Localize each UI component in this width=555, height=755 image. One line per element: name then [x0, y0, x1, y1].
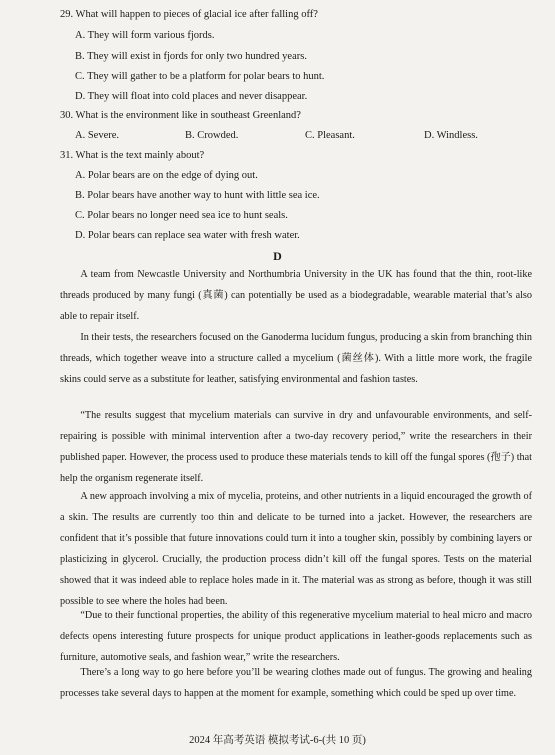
page-footer: 2024 年高考英语 模拟考试-6-(共 10 页) — [189, 735, 366, 746]
question-30-option-c[interactable]: C. Pleasant. — [305, 130, 355, 141]
question-31-option-c[interactable]: C. Polar bears no longer need sea ice to hunt seals. — [75, 210, 288, 221]
passage-paragraph-4: A new approach involving a mix of mycelia, proteins, and other nutrients in a liquid encouraged the growth of a skin. The results are currently too thin and delicate to be turned into a jacket. However, the researchers are confident that it’s possible that future innovations could turn it into a tougher skin, possibly by combining layers or plasticizing in glycerol. Crucially, the production process didn’t kill off the fungal spores. Tests on the material showed that it was indeed able to replace holes made in it. The material was as strong as before, though it was still possible to see where the holes had been. — [60, 491, 532, 607]
question-29-option-c[interactable]: C. They will gather to be a platform for polar bears to hunt. — [75, 71, 325, 82]
question-31-option-b[interactable]: B. Polar bears have another way to hunt with little sea ice. — [75, 190, 320, 201]
passage-paragraph-3: “The results suggest that mycelium materials can survive in dry and unfavourable environments, and self-repairing is possible with minimal intervention after a two-day recovery period,” write the researchers in their published paper. However, the process used to produce these materials tends to kill off the fungal spores (孢子) that help the organism regenerate itself. — [60, 410, 532, 484]
question-31-option-d[interactable]: D. Polar bears can replace sea water with fresh water. — [75, 230, 300, 241]
question-29-option-b[interactable]: B. They will exist in fjords for only two hundred years. — [75, 51, 307, 62]
question-31-option-a[interactable]: A. Polar bears are on the edge of dying out. — [75, 170, 258, 181]
question-30-option-d[interactable]: D. Windless. — [424, 130, 478, 141]
question-29-option-d[interactable]: D. They will float into cold places and never disappear. — [75, 91, 308, 102]
question-31-stem: 31. What is the text mainly about? — [60, 150, 205, 161]
section-title: D — [273, 249, 282, 263]
question-29-option-a[interactable]: A. They will form various fjords. — [75, 30, 215, 41]
question-30-option-b[interactable]: B. Crowded. — [185, 130, 239, 141]
passage-paragraph-1: A team from Newcastle University and Northumbria University in the UK has found that the thin, root-like threads produced by many fungi (真菌) can potentially be used as a biodegradable, wearable material that’s also able to repair itself. — [60, 269, 532, 322]
question-30-option-a[interactable]: A. Severe. — [75, 130, 120, 141]
passage-paragraph-2: In their tests, the researchers focused on the Ganoderma lucidum fungus, producing a skin from branching thin threads, which together weave into a structure called a mycelium (菌丝体). With a little more work, the fragile skins could serve as a substitute for leather, satisfying environmental and fashion tastes. — [60, 332, 532, 385]
passage-paragraph-6: There’s a long way to go here before you’ll be wearing clothes made out of fungus. The growing and healing processes take several days to happen at the moment for example, something which could be sped up over time. — [60, 667, 532, 699]
passage-paragraph-5: “Due to their functional properties, the ability of this regenerative mycelium material to heal micro and macro defects opens interesting future prospects for unique product applications in leather-goods replacements such as furniture, automotive seals, and fashion wear,” write the researchers. — [60, 610, 532, 663]
question-29-stem: 29. What will happen to pieces of glacial ice after falling off? — [60, 9, 318, 20]
question-30-stem: 30. What is the environment like in southeast Greenland? — [60, 110, 301, 121]
